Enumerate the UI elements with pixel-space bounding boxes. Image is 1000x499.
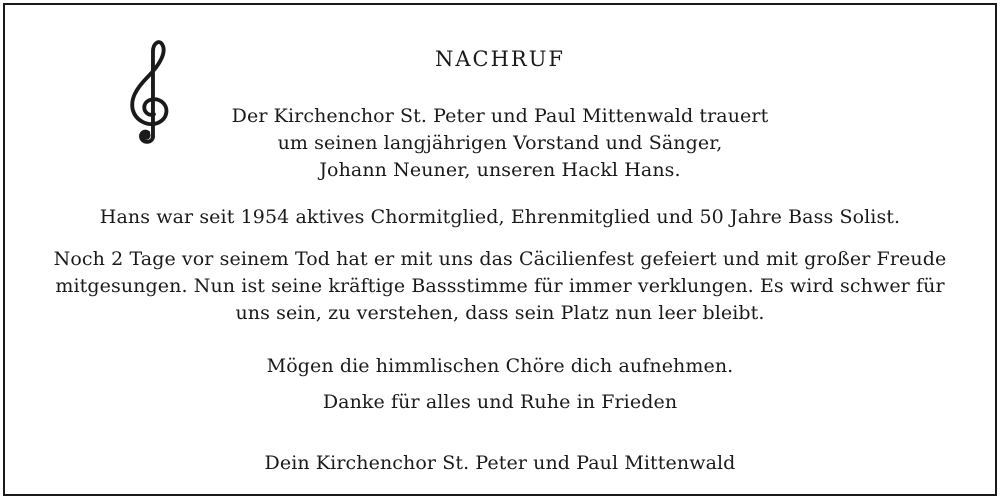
memory-line: uns sein, zu verstehen, dass sein Platz nun leer bleibt.	[235, 302, 765, 324]
intro-line: um seinen langjährigen Vorstand und Sänger,	[277, 132, 723, 154]
intro-line: Johann Neuner, unseren Hackl Hans.	[319, 159, 681, 181]
farewell-text: Mögen die himmlischen Chöre dich aufnehmen.	[266, 355, 734, 377]
membership-text: Hans war seit 1954 aktives Chormitglied, Ehrenmitglied und 50 Jahre Bass Solist.	[99, 206, 901, 228]
obituary-notice	[3, 3, 997, 496]
notice-title: NACHRUF	[434, 47, 565, 71]
thanks-text: Danke für alles und Ruhe in Frieden	[322, 391, 678, 413]
memory-line: mitgesungen. Nun ist seine kräftige Bassstimme für immer verklungen. Es wird schwer für	[55, 275, 945, 297]
memory-line: Noch 2 Tage vor seinem Tod hat er mit uns das Cäcilienfest gefeiert und mit großer Freude	[53, 248, 947, 270]
signature-text: Dein Kirchenchor St. Peter und Paul Mittenwald	[264, 452, 736, 474]
intro-line: Der Kirchenchor St. Peter und Paul Mittenwald trauert	[231, 105, 769, 127]
